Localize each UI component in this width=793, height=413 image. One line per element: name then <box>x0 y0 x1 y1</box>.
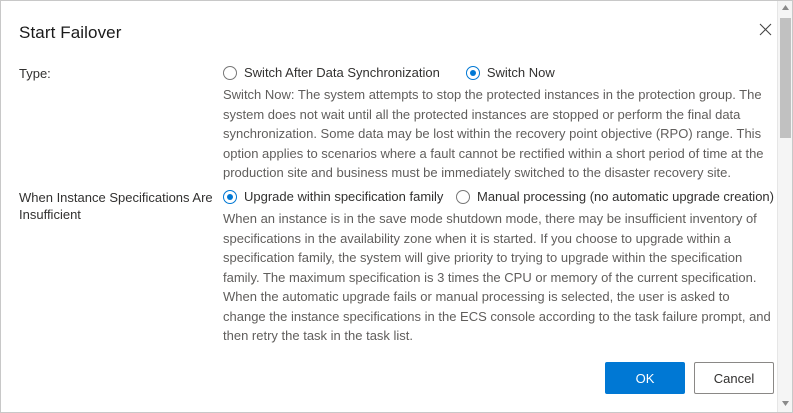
field-description-insufficient-specs: When an instance is in the save mode shutdown mode, there may be insufficient inventory of specifications in the availability zone when it is started. If you choose to upgrade within a specification family, the system will give priority to trying to upgrade within the specification family. The maximum specification is 3 times the CPU or memory of the current specification. When the automatic upgrade fails or manual processing is selected, the user is asked to change the instance specifications in the ECS console according to the task failure prompt, and then retry the task in the task list. <box>223 211 771 343</box>
radio-indicator <box>466 66 480 80</box>
radio-label: Switch After Data Synchronization <box>244 65 440 80</box>
field-content-type <box>223 65 774 183</box>
scrollbar-thumb[interactable] <box>780 18 791 138</box>
radio-indicator <box>223 190 237 204</box>
cancel-button[interactable]: Cancel <box>694 362 774 394</box>
radio-switch-after-sync[interactable] <box>223 65 440 80</box>
radio-group-type <box>223 65 774 80</box>
chevron-down-icon <box>782 401 789 408</box>
scrollbar-up-arrow[interactable] <box>778 1 793 16</box>
radio-manual-processing[interactable] <box>456 189 774 204</box>
radio-indicator <box>223 66 237 80</box>
radio-upgrade-within-family[interactable] <box>223 189 443 204</box>
field-description-type: Switch Now: The system attempts to stop the protected instances in the protection group. The system does not wait until all the protected instances are stopped or perform the final data synchronization. Some data may be lost within the recovery point objective (RPO) range. This option applies to scenarios where a fault cannot be rectified within a short period of time at the production site and business must be immediately switched to the disaster recovery site. <box>223 87 764 180</box>
field-content-insufficient-specs <box>223 189 774 346</box>
radio-label: Upgrade within specification family <box>244 189 444 204</box>
radio-switch-now[interactable] <box>466 65 555 80</box>
chevron-up-icon <box>782 5 789 12</box>
radio-label: Manual processing (no automatic upgrade creation) <box>476 189 774 204</box>
radio-indicator <box>456 190 470 204</box>
vertical-scrollbar[interactable] <box>777 1 792 412</box>
scrollbar-down-arrow[interactable] <box>778 397 793 412</box>
radio-group-insufficient-specs <box>223 189 774 204</box>
dialog-footer <box>605 362 774 394</box>
radio-label: Switch Now <box>486 65 555 80</box>
ok-button[interactable]: OK <box>605 362 685 394</box>
close-icon <box>759 23 772 36</box>
dialog-title: Start Failover <box>19 23 122 42</box>
field-label-insufficient-specs: When Instance Specifications Are Insufficient <box>19 190 213 222</box>
field-label-type: Type: <box>19 66 51 81</box>
